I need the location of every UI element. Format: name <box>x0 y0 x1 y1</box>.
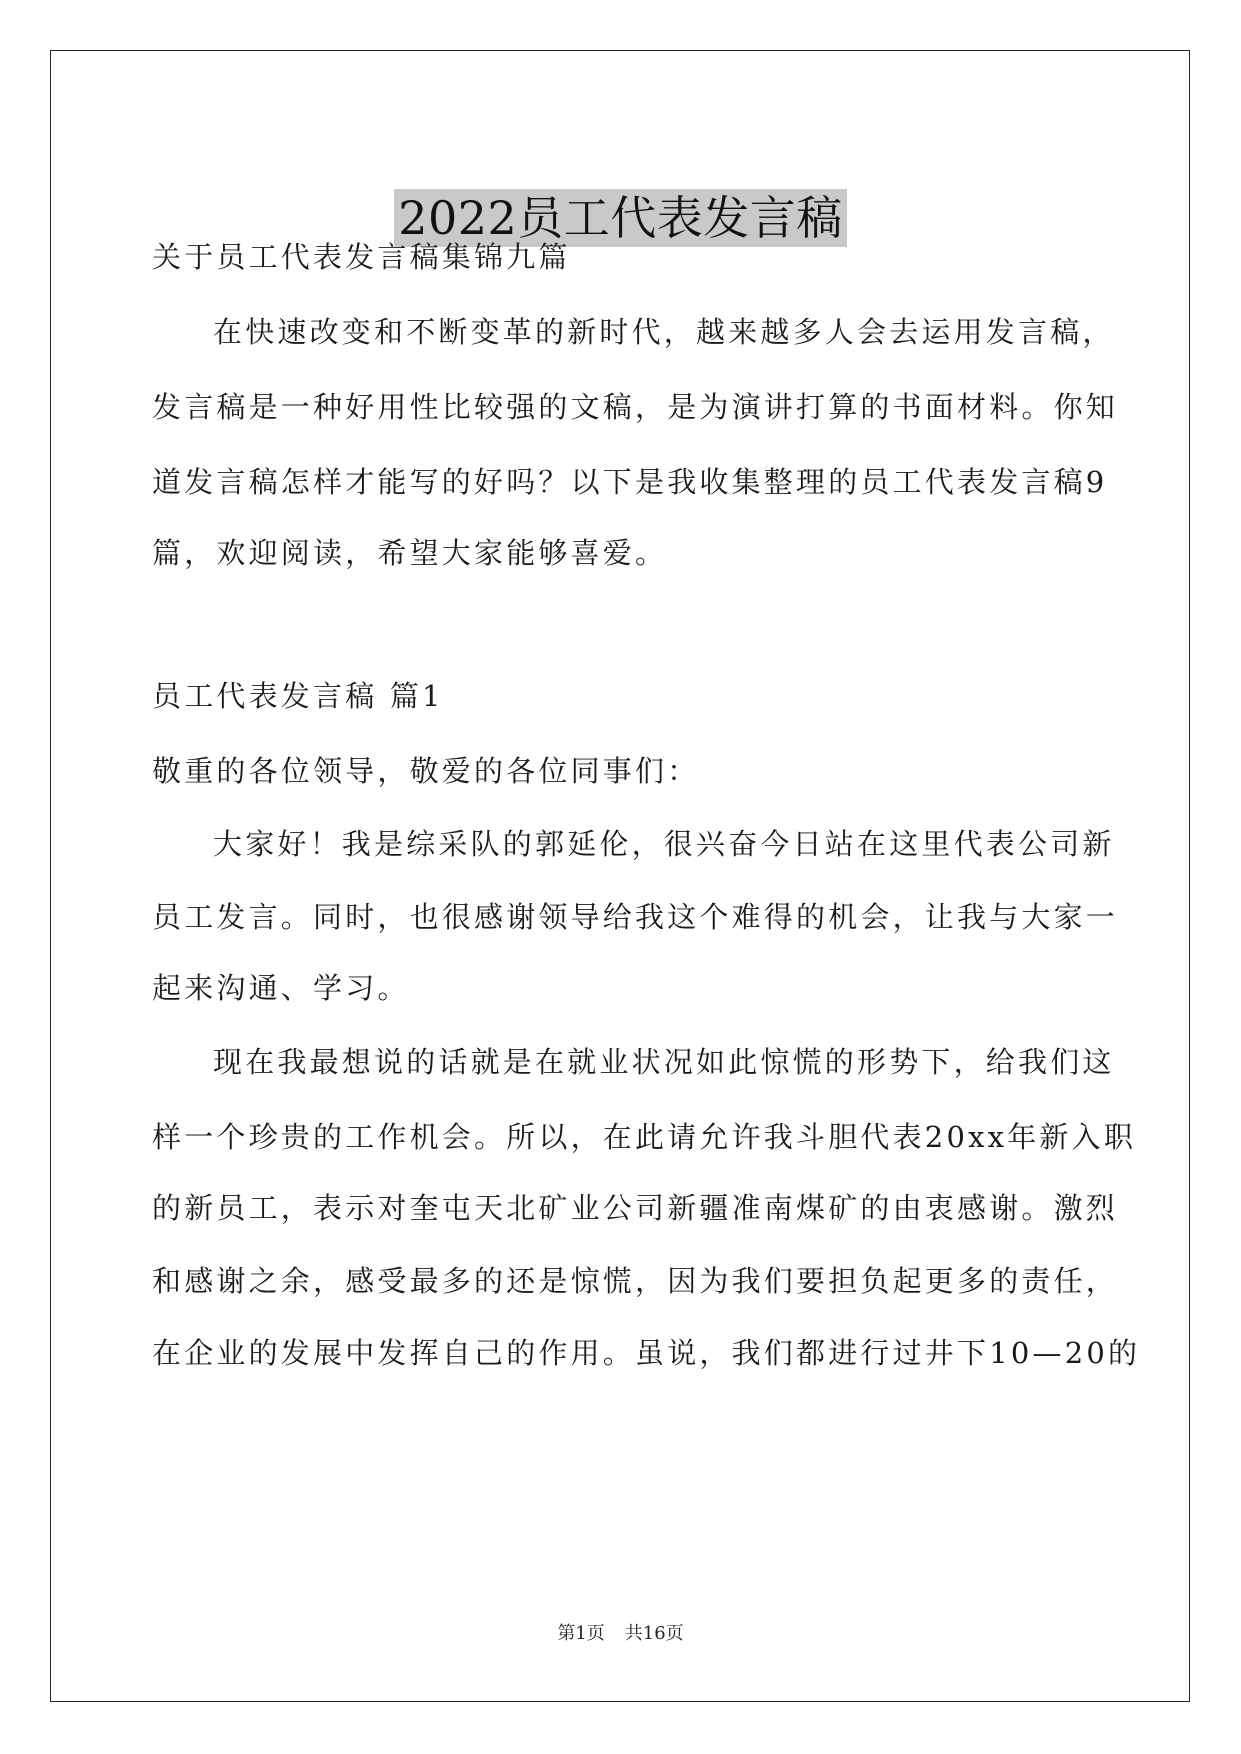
document-title: 2022员工代表发言稿 <box>394 189 847 247</box>
document-subtitle: 关于员工代表发言稿集锦九篇 <box>152 240 571 274</box>
paragraph-line: 员工发言。同时，也很感谢领导给我这个难得的机会，让我与大家一 <box>152 900 1119 934</box>
paragraph-line: 发言稿是一种好用性比较强的文稿，是为演讲打算的书面材料。你知 <box>152 390 1119 424</box>
paragraph-line: 篇，欢迎阅读，希望大家能够喜爱。 <box>152 536 668 570</box>
paragraph-line: 在企业的发展中发挥自己的作用。虽说，我们都进行过井下10—20的 <box>152 1336 1141 1370</box>
paragraph-line: 的新员工，表示对奎屯天北矿业公司新疆准南煤矿的由衷感谢。激烈 <box>152 1191 1119 1225</box>
page-border <box>50 50 1190 1702</box>
paragraph-line: 起来沟通、学习。 <box>152 971 410 1005</box>
section-heading: 员工代表发言稿 篇1 <box>152 679 444 713</box>
paragraph-line: 现在我最想说的话就是在就业状况如此惊慌的形势下，给我们这 <box>213 1045 1115 1079</box>
paragraph-line: 和感谢之余，感受最多的还是惊慌，因为我们要担负起更多的责任， <box>152 1264 1119 1298</box>
page-footer <box>0 1622 1241 1646</box>
page-number: 第1页 <box>557 1623 605 1644</box>
paragraph-line: 样一个珍贵的工作机会。所以，在此请允许我斗胆代表20xx年新入职 <box>152 1120 1137 1154</box>
paragraph-line: 道发言稿怎样才能写的好吗？以下是我收集整理的员工代表发言稿9 <box>152 465 1108 499</box>
paragraph-line: 大家好！我是综采队的郭延伦，很兴奋今日站在这里代表公司新 <box>213 827 1115 861</box>
page-total: 共16页 <box>624 1623 684 1644</box>
paragraph-line: 在快速改变和不断变革的新时代，越来越多人会去运用发言稿， <box>213 315 1115 349</box>
salutation-line: 敬重的各位领导，敬爱的各位同事们： <box>152 754 700 788</box>
